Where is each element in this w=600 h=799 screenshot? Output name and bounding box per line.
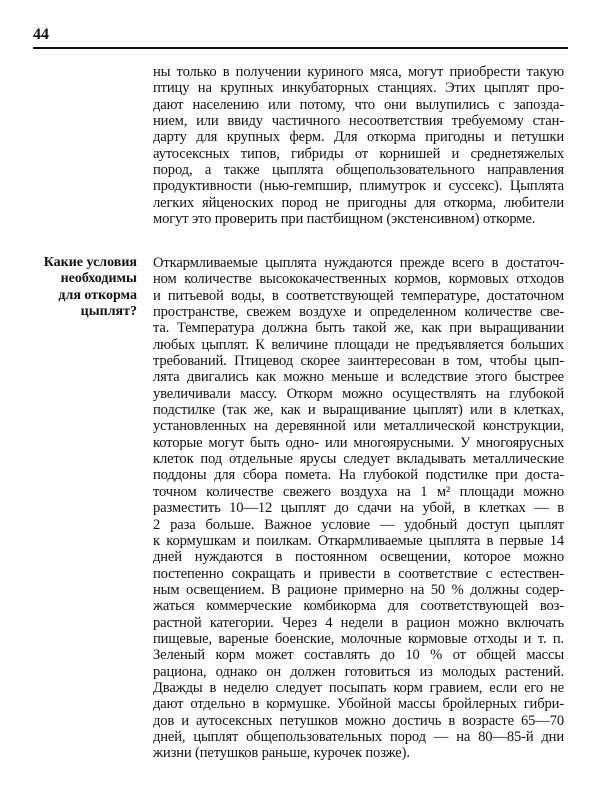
text-line: дней, цыплят общепользовательных пород — на 80—85-й дни: [153, 728, 564, 745]
text-line: установленных на деревянной или металлической конструкции,: [153, 418, 564, 435]
text-line: разместить 10—12 цыплят до сдачи на убой, в клетках — в: [153, 500, 564, 517]
text-line: дают отдельно в кормушке. Убойной массы бройлерных гибри-: [153, 696, 564, 713]
text-line: поддоны для сбора помета. На глубокой подстилке при доста-: [153, 467, 564, 484]
text-line: птицу на крупных инкубаторных станциях. Этих цыплят про-: [153, 80, 564, 97]
paragraph-fattening-conditions: [153, 255, 564, 762]
text-line: к кормушкам и поилкам. Откармливаемые цыплята в первые 14: [153, 532, 564, 549]
text-line: увеличивали массу. Откорм можно осуществлять на глубокой: [153, 385, 564, 402]
text-line: которые могут быть одно- или многоярусными. У многоярусных: [153, 434, 564, 451]
side-heading-line: Какие условия: [43, 255, 137, 270]
side-heading-line: цыплят?: [80, 304, 137, 320]
side-heading-line: для откорма: [58, 287, 137, 303]
text-line: ны только в получении куриного мяса, могут приобрести такую: [153, 64, 564, 80]
text-line: постепенно сокращать и привести в соответствие с естествен-: [153, 565, 564, 582]
text-line: дают населению или потому, что они вылупились с запозда-: [153, 96, 564, 113]
paragraph-continuation: [153, 64, 564, 227]
text-line: пространстве, свежем воздухе и определенном количестве све-: [153, 304, 564, 321]
header-rule: [33, 47, 568, 49]
text-line: подстилке (так же, как и выращивание цыплят) или в клетках,: [153, 402, 564, 419]
text-line: рациона, однако он должен готовиться из молодых растений.: [153, 663, 564, 680]
text-line: жизни (петушков раньше, курочек позже).: [153, 745, 410, 762]
text-line: дарту для крупных ферм. Для откорма пригодны и петушки: [153, 129, 564, 146]
text-line: клеток под отдельные ярусы следует вкладывать металлические: [153, 451, 564, 468]
text-line: и питьевой воды, в соответствующей температуре, достаточном: [153, 287, 564, 304]
text-line: пищевые, вареные боенские, молочные кормовые отходы и т. п.: [153, 630, 564, 647]
text-line: могут это проверить при пастбищном (экстенсивном) откорме.: [153, 211, 536, 228]
text-line: ном количестве высококачественных кормов, кормовых отходов: [153, 271, 564, 288]
text-line: Откармливаемые цыплята нуждаются прежде всего в достаточ-: [153, 255, 564, 271]
text-line: Зеленый корм может составлять до 10 % от общей массы: [153, 647, 564, 664]
text-line: требований. Птицевод скорее заинтересован в том, чтобы цып-: [153, 353, 564, 370]
text-line: точном количестве свежего воздуха на 1 м² площади можно: [153, 483, 564, 500]
text-line: легких яйценоских пород не пригодны для откорма, любители: [153, 194, 564, 211]
text-line: жаться коммерческие комбикорма для соответствующей воз-: [153, 598, 564, 615]
text-line: дов и аутосексных петушков можно достичь в возрасте 65—70: [153, 712, 564, 729]
side-heading: [30, 255, 137, 320]
text-line: пород, а также цыплята общепользовательного направления: [153, 162, 564, 179]
text-line: дней нуждаются в постоянном освещении, которое можно: [153, 549, 564, 566]
text-line: 2 раза больше. Важное условие — удобный доступ цыплят: [153, 516, 564, 533]
text-line: ным освещением. В рационе примерно на 50 % должны содер-: [153, 581, 564, 598]
text-line: та. Температура должна быть такой же, как при выращивании: [153, 320, 564, 337]
text-line: нием, или ввиду частичного несоответствия требуемому стан-: [153, 113, 564, 130]
text-line: лята двигались как можно меньше и вследствие этого быстрее: [153, 369, 564, 386]
text-line: любых цыплят. К величине площади не предъявляется больших: [153, 336, 564, 353]
page-number: 44: [33, 26, 49, 43]
text-line: аутосексных типов, гибриды от корнишей и среднетяжелых: [153, 145, 564, 162]
side-heading-line: необходимы: [60, 271, 137, 287]
text-line: Дважды в неделю следует посыпать корм гравием, если его не: [153, 679, 564, 696]
text-line: продуктивности (нью-гемпшир, плимутрок и суссекс). Цыплята: [153, 178, 564, 195]
text-line: растной категории. Через 4 недели в рацион можно включать: [153, 614, 564, 631]
